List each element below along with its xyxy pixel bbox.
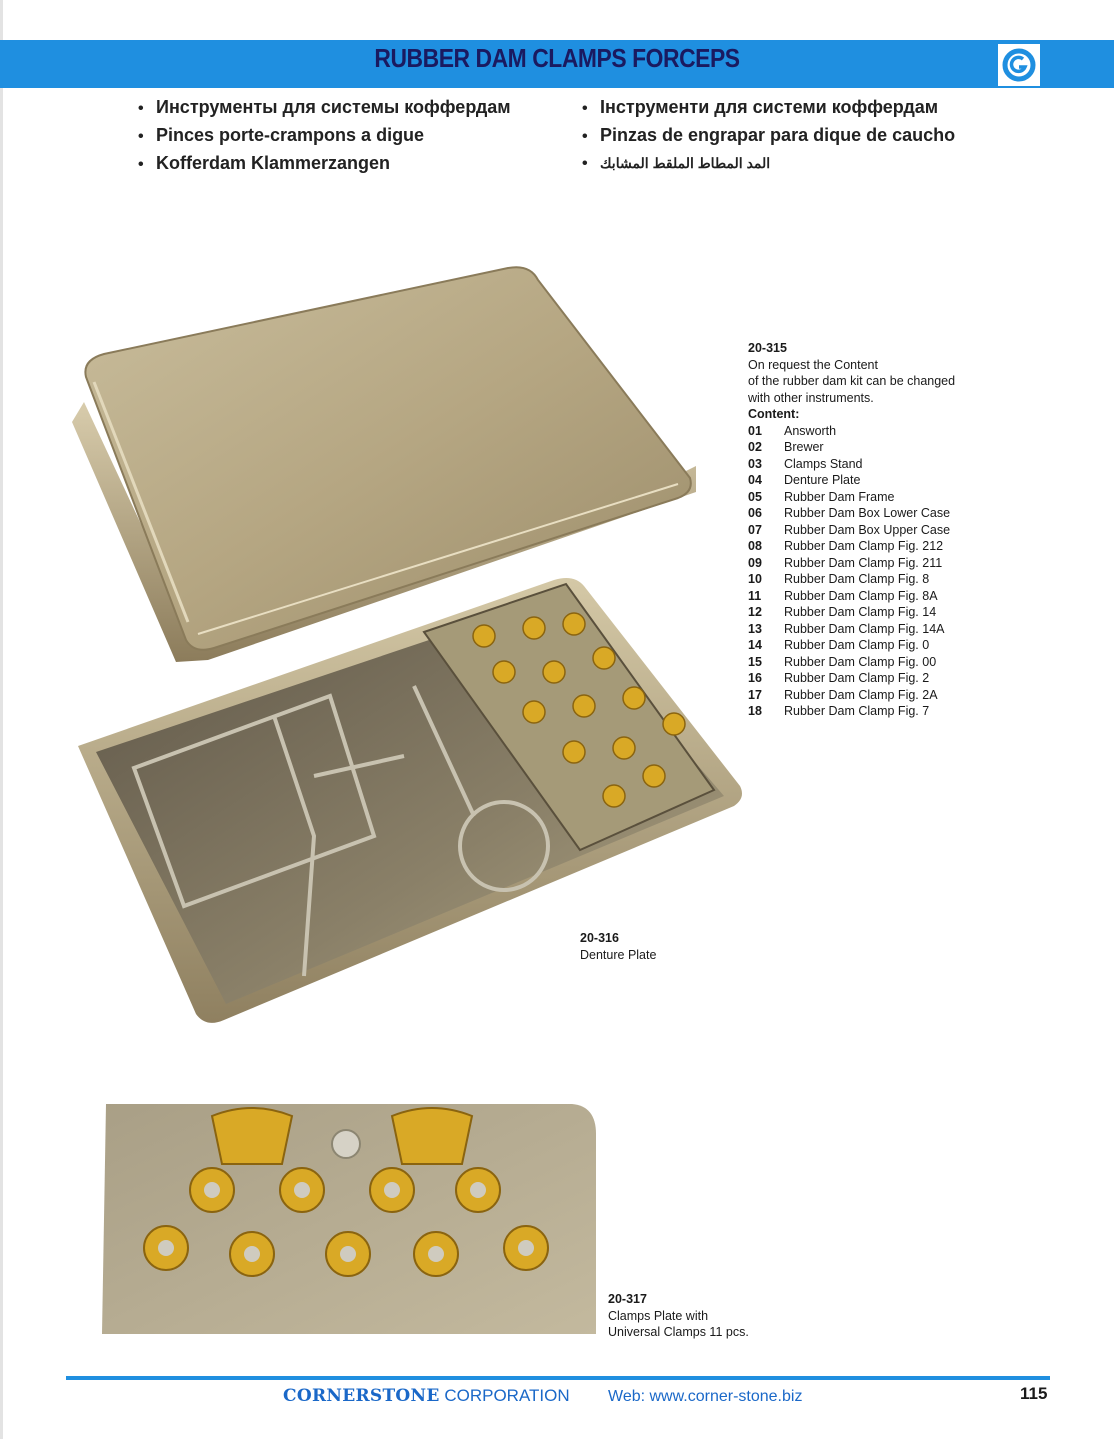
language-list-left (138, 94, 511, 178)
content-item: 11 Rubber Dam Clamp Fig. 8A (748, 588, 938, 603)
footer-brand (283, 1386, 570, 1406)
page-number: 115 (1020, 1384, 1048, 1403)
content-item: 06 Rubber Dam Box Lower Case (748, 506, 951, 520)
content-item: 16 Rubber Dam Clamp Fig. 2 (748, 671, 930, 685)
content-item: 18 Rubber Dam Clamp Fig. 7 (748, 704, 930, 718)
product-name: Universal Clamps 11 pcs. (608, 1325, 749, 1339)
denture-plate-caption (580, 930, 656, 963)
cornerstone-logo-icon (998, 44, 1040, 86)
footer-web-link[interactable]: Web: www.corner-stone.biz (608, 1388, 803, 1405)
content-item: 01 Answorth (748, 423, 837, 438)
product-name: Denture Plate (580, 947, 657, 962)
product-code: 20-316 (580, 931, 619, 945)
language-item: • Pinces porte-crampons a digue (138, 122, 511, 150)
language-item: • Pinzas de engrapar para dique de caucho (582, 122, 955, 150)
page-title: RUBBER DAM CLAMPS FORCEPS (374, 43, 740, 73)
content-item: 05 Rubber Dam Frame (748, 489, 895, 504)
language-item: • Інструменти для системи коффердам (582, 94, 955, 122)
content-item: 09 Rubber Dam Clamp Fig. 211 (748, 555, 943, 570)
language-item: • Kofferdam Klammerzangen (138, 150, 511, 178)
content-item: 07 Rubber Dam Box Upper Case (748, 522, 951, 537)
kit-caption (748, 340, 955, 720)
kit-description-line: with other instruments. (748, 390, 874, 405)
content-item: 17 Rubber Dam Clamp Fig. 2A (748, 687, 938, 702)
content-item: 08 Rubber Dam Clamp Fig. 212 (748, 539, 944, 553)
page-edge (0, 0, 3, 1439)
content-item: 03 Clamps Stand (748, 456, 863, 471)
product-code: 20-317 (608, 1292, 647, 1306)
content-item: 04 Denture Plate (748, 473, 861, 487)
language-item: • Инструменты для системы коффердам (138, 94, 511, 122)
product-code: 20-315 (748, 341, 787, 355)
content-item: 12 Rubber Dam Clamp Fig. 14 (748, 605, 937, 619)
content-label: Content: (748, 407, 800, 421)
content-item: 14 Rubber Dam Clamp Fig. 0 (748, 638, 930, 652)
brand-name-bold: CORNERSTONE (283, 1386, 440, 1406)
clamps-plate-image (102, 1104, 600, 1334)
kit-description-line: of the rubber dam kit can be changed (748, 374, 956, 388)
content-item: 15 Rubber Dam Clamp Fig. 00 (748, 654, 937, 669)
brand-name-regular: CORPORATION (439, 1386, 570, 1405)
language-item: • المد المطاط الملقط المشابك (582, 150, 955, 177)
clamps-plate-caption (608, 1291, 749, 1341)
content-item: 02 Brewer (748, 440, 824, 454)
content-item: 10 Rubber Dam Clamp Fig. 8 (748, 572, 930, 586)
content-item: 13 Rubber Dam Clamp Fig. 14A (748, 621, 945, 636)
footer-rule (66, 1376, 1050, 1380)
language-list-right (582, 94, 955, 177)
kit-description-line: On request the Content (748, 357, 878, 372)
content-list (748, 423, 955, 720)
product-name: Clamps Plate with (608, 1308, 709, 1323)
